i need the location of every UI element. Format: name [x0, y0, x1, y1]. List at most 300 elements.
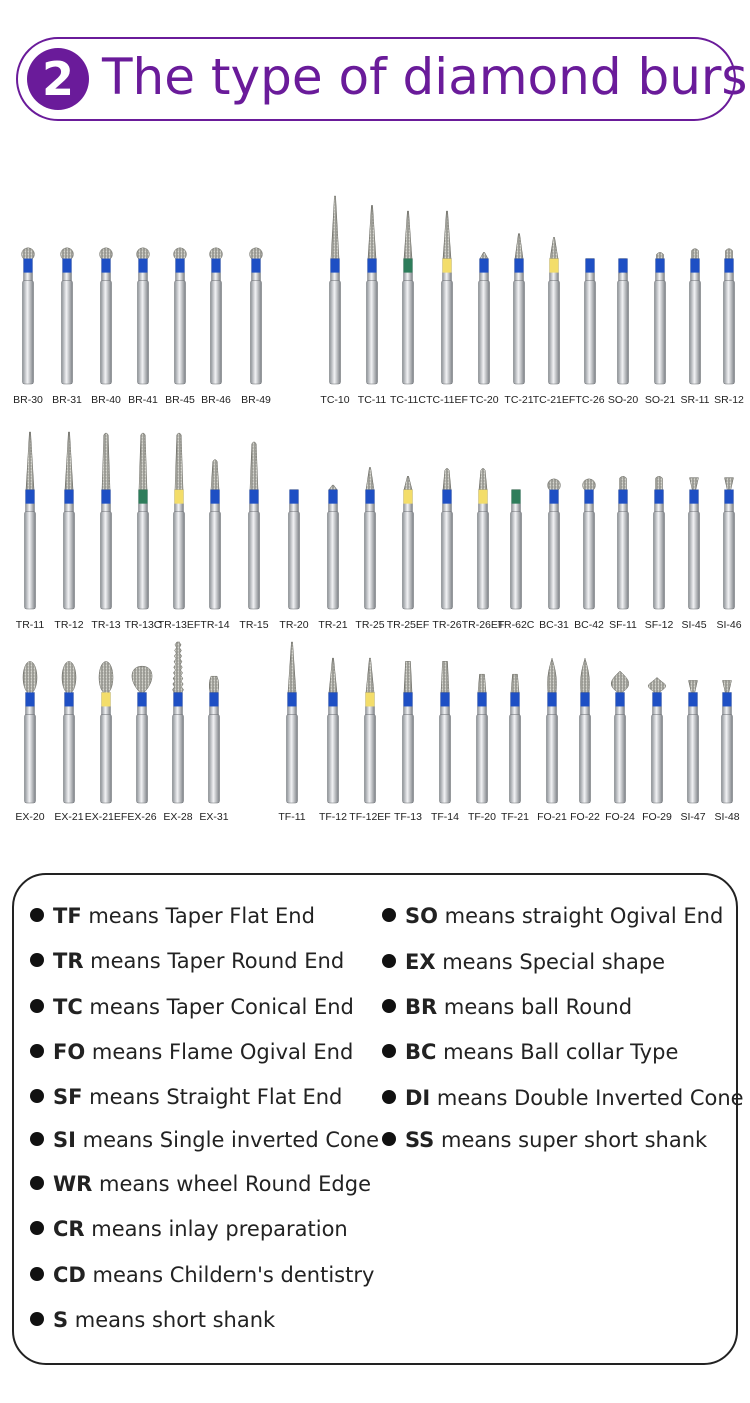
bur-shank [440, 714, 451, 803]
bur-head [366, 467, 374, 489]
bur-shank [138, 281, 149, 384]
bullet-icon [30, 1312, 44, 1326]
bur-tf-13 [394, 661, 422, 823]
bur-label: SF-11 [609, 619, 637, 631]
bur-shank [689, 512, 700, 609]
bur-shank [328, 512, 339, 609]
bur-shank [688, 714, 699, 803]
bur-shank [580, 714, 591, 803]
legend-item-br [382, 993, 632, 1021]
legend-code: BR [405, 995, 438, 1019]
bur-shank [209, 714, 220, 803]
bur-color-band [26, 490, 35, 504]
bur-tf-11 [278, 642, 305, 823]
bur-shank [478, 512, 489, 609]
bur-head [550, 237, 558, 258]
legend-description: means Childern's dentistry [85, 1263, 375, 1287]
bur-color-band [290, 490, 299, 504]
bur-label: TC-21EF [532, 394, 576, 406]
bur-ex-31 [199, 676, 228, 823]
bur-color-band [175, 490, 184, 504]
bur-si-48 [714, 680, 739, 823]
bur-head [611, 671, 629, 692]
legend-code: CR [53, 1217, 85, 1241]
bur-shank [654, 512, 665, 609]
bur-head [547, 658, 556, 692]
bur-ex-26 [127, 666, 156, 823]
legend-code: FO [53, 1040, 86, 1064]
bur-tr-25ef [387, 476, 430, 631]
bur-label: TR-21 [318, 619, 348, 631]
bur-label: BR-31 [52, 394, 82, 406]
legend-code: S [53, 1308, 69, 1332]
bur-tf-21 [501, 674, 529, 823]
bullet-icon [30, 1267, 44, 1281]
bur-head [657, 252, 664, 258]
bur-head [656, 476, 663, 489]
bullet-icon [30, 908, 44, 922]
legend-code: EX [405, 950, 436, 974]
bur-color-band [619, 259, 628, 273]
bur-color-band [65, 692, 74, 706]
bur-color-band [65, 490, 74, 504]
legend-code: SS [405, 1128, 435, 1152]
bur-head [580, 658, 589, 692]
bur-head [689, 680, 698, 692]
bur-tr-20 [279, 490, 308, 631]
bur-color-band [690, 490, 699, 504]
bur-label: SR-11 [680, 394, 710, 406]
bur-tc-21ef [533, 237, 576, 406]
legend-description: means Special shape [435, 950, 666, 974]
bur-label: TR-14 [200, 619, 230, 631]
bur-shank [511, 512, 522, 609]
bur-color-band [138, 692, 147, 706]
bur-head [443, 211, 451, 259]
bur-shank [510, 714, 521, 803]
bur-color-band [212, 259, 221, 273]
bur-color-band [368, 259, 377, 273]
legend-description: means Flame Ogival End [85, 1040, 354, 1064]
legend-description: means Straight Flat End [82, 1085, 343, 1109]
bur-tr-13c [125, 433, 162, 631]
bur-color-band [581, 692, 590, 706]
bur-shank [365, 512, 376, 609]
bur-label: TF-14 [430, 811, 460, 823]
bur-label: SO-21 [644, 394, 676, 406]
bur-fo-24 [605, 671, 635, 823]
legend-description: means Taper Conical End [82, 995, 354, 1019]
bur-shank [690, 281, 701, 384]
bur-head [288, 642, 296, 692]
legend-description: means short shank [68, 1308, 276, 1332]
bur-label: TR-62C [497, 619, 535, 631]
bur-label: BR-40 [91, 394, 121, 406]
legend-description: means Taper Flat End [81, 904, 315, 928]
bur-shank [547, 714, 558, 803]
bur-color-band [288, 692, 297, 706]
bur-br-46 [201, 248, 231, 406]
bur-color-band [689, 692, 698, 706]
bur-shank [62, 281, 73, 384]
legend-description: means ball Round [437, 995, 633, 1019]
legend-description: means inlay preparation [84, 1217, 348, 1241]
bur-shank [724, 281, 735, 384]
bur-tr-62c [498, 490, 535, 631]
bur-shank [138, 512, 149, 609]
bur-shank [618, 281, 629, 384]
legend-code: TC [53, 995, 83, 1019]
legend-code: SO [405, 904, 438, 928]
bur-label: FO-29 [642, 811, 672, 823]
bur-label: SI-48 [714, 811, 740, 823]
bur-head [250, 442, 258, 490]
bur-label: FO-22 [570, 811, 600, 823]
page-title: The type of diamond burs [102, 48, 748, 106]
bur-shank [615, 714, 626, 803]
bur-label: BR-41 [128, 394, 158, 406]
bur-color-band [331, 259, 340, 273]
bur-shank [210, 512, 221, 609]
bur-color-band [102, 259, 111, 273]
bullet-icon [30, 1221, 44, 1235]
bur-label: TF-11 [278, 811, 306, 823]
legend-description: means Ball collar Type [436, 1040, 679, 1064]
legend-item-sf [30, 1083, 342, 1111]
legend-code: TF [53, 904, 82, 928]
bur-head [99, 661, 113, 693]
bur-tc-26 [575, 259, 604, 406]
bur-label: SI-45 [681, 619, 707, 631]
bur-tr-21 [318, 485, 347, 631]
bur-fo-22 [570, 658, 600, 823]
bur-head [209, 676, 219, 692]
bur-head [648, 677, 666, 692]
bur-shank [289, 512, 300, 609]
bullet-icon [30, 1176, 44, 1190]
bur-color-band [691, 259, 700, 273]
bur-color-band [616, 692, 625, 706]
bur-tr-26 [432, 468, 461, 631]
bur-label: BR-46 [201, 394, 231, 406]
bur-head [62, 661, 76, 693]
bur-head [620, 476, 627, 489]
bur-color-band [511, 692, 520, 706]
bur-label: TR-13 [91, 619, 121, 631]
bur-shank [25, 512, 36, 609]
bur-bc-42 [574, 479, 604, 631]
bur-head [480, 252, 488, 258]
legend-item-wr [30, 1170, 371, 1198]
bur-color-band [366, 692, 375, 706]
bur-label: BR-49 [241, 394, 271, 406]
bur-tr-14 [200, 460, 229, 631]
bur-color-band [102, 692, 111, 706]
bur-label: TR-20 [279, 619, 309, 631]
bur-color-band [63, 259, 72, 273]
bullet-icon [382, 1044, 396, 1058]
bur-label: BR-45 [165, 394, 195, 406]
bullet-icon [382, 999, 396, 1013]
bur-label: TR-15 [239, 619, 269, 631]
bur-label: TR-11 [15, 619, 45, 631]
bur-color-band [725, 490, 734, 504]
bur-tr-15 [239, 442, 268, 631]
bur-color-band [329, 692, 338, 706]
bur-color-band [723, 692, 732, 706]
bur-tr-11 [16, 432, 45, 631]
bur-head [479, 468, 487, 489]
bur-color-band [174, 692, 183, 706]
bur-shank [477, 714, 488, 803]
bur-head [511, 674, 519, 692]
bur-color-band [26, 692, 35, 706]
bur-shank [328, 714, 339, 803]
bur-shank [101, 281, 112, 384]
bur-color-band [102, 490, 111, 504]
legend-item-ex [382, 948, 665, 976]
legend-code: CD [53, 1263, 86, 1287]
bur-head [132, 666, 152, 692]
bur-head [65, 432, 73, 490]
bur-tf-12ef [349, 658, 390, 823]
bur-label: BC-31 [539, 619, 569, 631]
bur-sf-11 [609, 476, 637, 631]
bur-tr-13 [91, 433, 120, 631]
bur-label: EX-21 [54, 811, 84, 823]
legend-description: means wheel Round Edge [92, 1172, 371, 1196]
bur-sr-12 [714, 249, 744, 406]
bur-label: EX-20 [15, 811, 45, 823]
bur-tc-11 [358, 205, 387, 406]
legend-item-s [30, 1306, 275, 1334]
bur-label: EX-28 [163, 811, 193, 823]
bullet-icon [30, 1132, 44, 1146]
bur-shank [137, 714, 148, 803]
bur-head [175, 433, 183, 490]
bur-color-band [478, 692, 487, 706]
bur-head [404, 211, 412, 259]
bur-shank [64, 512, 75, 609]
legend-item-fo [30, 1038, 353, 1066]
bur-label: TF-21 [500, 811, 530, 823]
bur-color-band [139, 490, 148, 504]
bur-br-40 [91, 248, 121, 406]
legend-item-si [30, 1126, 379, 1154]
bur-head [368, 205, 376, 258]
bur-ex-21ef [85, 661, 128, 823]
bur-si-46 [716, 478, 741, 631]
bur-color-band [366, 490, 375, 504]
bur-tc-21 [504, 234, 533, 406]
bur-shank [514, 281, 525, 384]
bur-head [331, 196, 339, 259]
bur-label: TC-11EF [426, 394, 468, 406]
bur-head [723, 680, 732, 692]
bur-shank [330, 281, 341, 384]
bur-head [329, 658, 337, 692]
bur-br-31 [52, 248, 82, 406]
bur-head [478, 674, 486, 692]
bur-label: TC-10 [320, 394, 350, 406]
bur-label: TC-26 [575, 394, 605, 406]
bur-color-band [252, 259, 261, 273]
bur-head [441, 661, 449, 692]
bur-color-band [656, 259, 665, 273]
bur-shank [585, 281, 596, 384]
bur-tf-14 [431, 661, 459, 823]
bur-tf-12 [319, 658, 347, 823]
bur-shank [101, 714, 112, 803]
bur-shank [652, 714, 663, 803]
legend-code: SI [53, 1128, 76, 1152]
bur-color-band [619, 490, 628, 504]
legend-item-di [382, 1084, 744, 1112]
bur-label: SO-20 [607, 394, 639, 406]
bur-label: TR-25 [355, 619, 385, 631]
bur-tr-25 [355, 467, 384, 631]
bur-shank [287, 714, 298, 803]
bur-head [690, 478, 699, 490]
bur-color-band [139, 259, 148, 273]
bullet-icon [382, 954, 396, 968]
bur-br-45 [165, 248, 195, 406]
bur-tc-11ef [426, 211, 468, 406]
legend-item-tf [30, 902, 315, 930]
bur-bc-31 [539, 479, 569, 631]
bur-sr-11 [681, 249, 710, 406]
bur-color-band [250, 490, 259, 504]
legend-description: means Double Inverted Cone [430, 1086, 744, 1110]
bur-fo-21 [537, 658, 567, 823]
bur-sf-12 [645, 476, 674, 631]
bur-head [443, 468, 451, 489]
bur-label: SI-46 [716, 619, 742, 631]
bullet-icon [30, 1044, 44, 1058]
bur-fo-29 [642, 677, 672, 823]
bur-label: FO-21 [537, 811, 567, 823]
bur-ex-20 [15, 661, 44, 823]
bur-color-band [443, 490, 452, 504]
bur-label: FO-24 [605, 811, 635, 823]
bur-color-band [548, 692, 557, 706]
title-number-badge: 2 [27, 48, 89, 110]
bur-ex-21 [54, 661, 83, 823]
bur-head [102, 433, 110, 490]
bur-shank [584, 512, 595, 609]
legend-code: DI [405, 1086, 431, 1110]
bullet-icon [382, 908, 396, 922]
bur-head [211, 460, 219, 490]
bur-shank [655, 281, 666, 384]
bullet-icon [382, 1090, 396, 1104]
bur-tc-11c [390, 211, 426, 406]
bur-head [725, 478, 734, 490]
bur-color-band [585, 490, 594, 504]
bur-label: TC-11 [357, 394, 387, 406]
bullet-icon [30, 1089, 44, 1103]
bur-label: TF-13 [393, 811, 423, 823]
bur-shank [403, 281, 414, 384]
legend-item-tc [30, 993, 354, 1021]
bur-label: SR-12 [714, 394, 744, 406]
bur-head [23, 661, 37, 693]
bur-color-band [404, 490, 413, 504]
bur-shank [618, 512, 629, 609]
bur-label: TC-11C [390, 394, 426, 406]
bur-shank [175, 281, 186, 384]
bur-color-band [443, 259, 452, 273]
bur-color-band [725, 259, 734, 273]
legend-item-ss [382, 1126, 707, 1154]
bur-label: EX-26 [127, 811, 157, 823]
bur-head [329, 485, 337, 490]
bur-shank [251, 281, 262, 384]
bur-shank [211, 281, 222, 384]
legend-code: WR [53, 1172, 93, 1196]
bur-color-band [655, 490, 664, 504]
bur-so-21 [645, 252, 676, 406]
bur-label: TF-12 [318, 811, 348, 823]
bur-shank [403, 714, 414, 803]
bur-shank [64, 714, 75, 803]
bur-color-band [550, 259, 559, 273]
bur-color-band [404, 259, 413, 273]
bur-label: TR-26 [432, 619, 462, 631]
bur-label: SF-12 [644, 619, 674, 631]
bur-color-band [653, 692, 662, 706]
bur-br-49 [241, 248, 271, 406]
legend-code: SF [53, 1085, 83, 1109]
bur-color-band [515, 259, 524, 273]
legend-item-cd [30, 1261, 374, 1289]
bur-br-30 [13, 248, 43, 406]
bur-color-band [24, 259, 33, 273]
bur-shank [173, 714, 184, 803]
bur-head [139, 433, 147, 490]
bur-label: TR-13EF [157, 619, 201, 631]
bur-label: SI-47 [680, 811, 706, 823]
legend-code: BC [405, 1040, 437, 1064]
legend-code: TR [53, 949, 84, 973]
bur-color-band [211, 490, 220, 504]
bur-tc-10 [320, 196, 349, 406]
bur-color-band [479, 490, 488, 504]
bur-label: BC-42 [574, 619, 604, 631]
bur-shank [23, 281, 34, 384]
bur-so-20 [608, 259, 639, 406]
bur-shank [403, 512, 414, 609]
bur-shank [101, 512, 112, 609]
legend-item-tr [30, 947, 344, 975]
bur-head [26, 432, 34, 490]
bur-label: TR-12 [54, 619, 84, 631]
bur-si-45 [681, 478, 706, 631]
bullet-icon [382, 1132, 396, 1146]
bur-shank [365, 714, 376, 803]
legend-description: means super short shank [434, 1128, 708, 1152]
bur-shank [549, 281, 560, 384]
bur-head [366, 658, 374, 692]
bur-head [515, 234, 523, 259]
bur-si-47 [680, 680, 705, 823]
bur-label: TC-20 [469, 394, 499, 406]
bur-ex-28 [163, 642, 192, 823]
bur-label: TC-21 [504, 394, 534, 406]
bur-color-band [404, 692, 413, 706]
bur-shank [722, 714, 733, 803]
legend-item-so [382, 902, 723, 930]
